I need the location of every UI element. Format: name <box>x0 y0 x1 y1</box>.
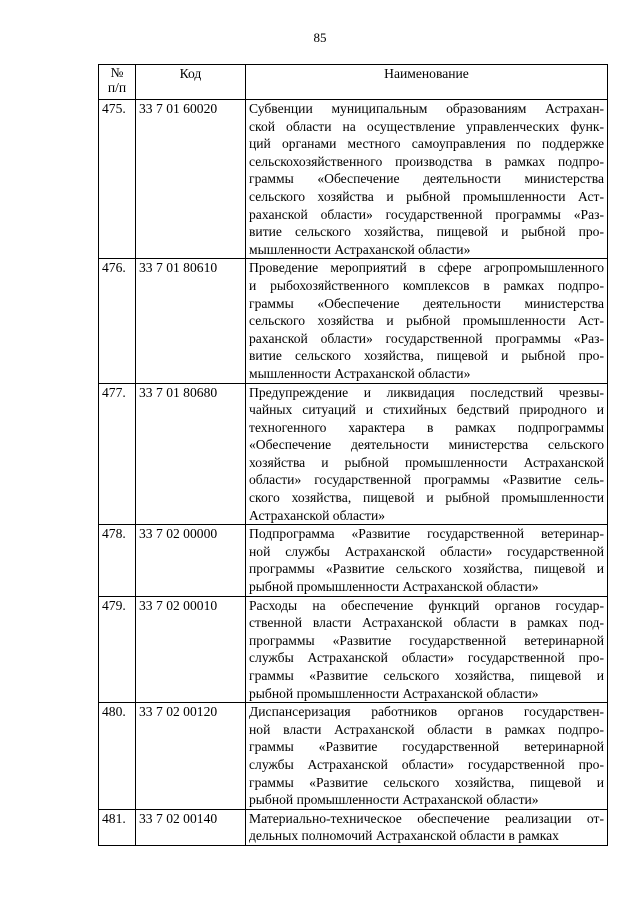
row-name-line: и рыбохозяйственного комплексов в рамках подпро- <box>249 277 604 293</box>
header-number-line1: № <box>110 65 124 80</box>
table-row <box>99 383 608 525</box>
budget-code-table <box>98 64 608 846</box>
row-name-line: граммы «Развитие государственной ветеринарной <box>249 739 604 755</box>
row-name-line: Подпрограмма «Развитие государственной ветеринар- <box>249 526 604 542</box>
row-code: 33 7 01 80680 <box>136 383 246 525</box>
row-name-line: граммы «Обеспечение деятельности министерства <box>249 295 604 311</box>
row-number: 478. <box>99 525 136 596</box>
table-header-row <box>99 65 608 100</box>
row-name-line: ной службы Астраханской области» государственной <box>249 543 604 559</box>
row-name-line: рыбной промышленности Астраханской области» <box>249 685 539 701</box>
row-code: 33 7 02 00000 <box>136 525 246 596</box>
row-name-line: программы «Развитие сельского хозяйства, пищевой и <box>249 561 604 577</box>
row-name-line: техногенного характера в рамках подпрограммы <box>249 419 604 435</box>
row-code: 33 7 02 00010 <box>136 596 246 703</box>
row-name <box>246 809 608 845</box>
row-name-line: граммы «Обеспечение деятельности министерства <box>249 171 604 187</box>
row-name-line: службы Астраханской области» государственной про- <box>249 650 604 666</box>
header-number <box>99 65 136 100</box>
row-name-line: сельскохозяйственного производства в рамках подпро- <box>249 153 604 169</box>
row-name-line: ций органами местного самоуправления по поддержке <box>249 136 604 152</box>
row-name <box>246 259 608 383</box>
row-number: 476. <box>99 259 136 383</box>
page-number: 85 <box>313 30 327 45</box>
row-number: 475. <box>99 100 136 259</box>
row-name-line: ной власти Астраханской области в рамках подпро- <box>249 721 604 737</box>
row-name <box>246 596 608 703</box>
row-name-line: рыбной промышленности Астраханской области» <box>249 579 539 595</box>
row-name <box>246 100 608 259</box>
row-name-line: программы «Развитие государственной ветеринарной <box>249 632 604 648</box>
row-name-line: Проведение мероприятий в сфере агропромышленного <box>249 260 604 276</box>
table-row <box>99 100 608 259</box>
row-name-line: граммы «Развитие сельского хозяйства, пищевой и <box>249 668 604 683</box>
row-code: 33 7 01 80610 <box>136 259 246 383</box>
row-name <box>246 525 608 596</box>
table-body <box>99 100 608 846</box>
header-code: Код <box>136 65 246 100</box>
row-name-line: ской области на осуществление управленческих функ- <box>249 118 604 134</box>
row-name-line: мышленности Астраханской области» <box>249 365 471 381</box>
row-code: 33 7 02 00140 <box>136 809 246 845</box>
row-name <box>246 703 608 810</box>
row-name-line: «Обеспечение деятельности министерства сельского <box>249 437 604 453</box>
row-name-line: Расходы на обеспечение функций органов государ- <box>249 597 604 613</box>
table-row <box>99 703 608 810</box>
row-name-line: сельского хозяйства и рыбной промышленности Аст- <box>249 313 604 329</box>
row-name-line: Диспансеризация работников органов государствен- <box>249 704 604 720</box>
row-name-line: Субвенции муниципальным образованиям Астрахан- <box>249 101 604 116</box>
row-code: 33 7 02 00120 <box>136 703 246 810</box>
row-name <box>246 383 608 525</box>
table-row <box>99 525 608 596</box>
row-name-line: витие сельского хозяйства, пищевой и рыбной про- <box>249 224 604 240</box>
row-number: 480. <box>99 703 136 810</box>
row-name-line: раханской области» государственной программы «Раз- <box>249 206 604 222</box>
row-number: 481. <box>99 809 136 845</box>
header-number-line2: п/п <box>107 80 127 95</box>
row-code: 33 7 01 60020 <box>136 100 246 259</box>
row-name-line: Материально-техническое обеспечение реализации от- <box>249 810 604 826</box>
table-row <box>99 809 608 845</box>
row-name-line: ственной власти Астраханской области в рамках под- <box>249 615 604 631</box>
header-name: Наименование <box>246 65 608 100</box>
row-name-line: службы Астраханской области» государственной про- <box>249 756 604 772</box>
row-number: 477. <box>99 383 136 525</box>
row-name-line: области» государственной программы «Развитие сель- <box>249 472 604 488</box>
row-name-line: сельского хозяйства и рыбной промышленности Аст- <box>249 188 604 204</box>
row-name-line: Астраханской области» <box>249 507 386 523</box>
row-name-line: ского хозяйства, пищевой и рыбной промышленности <box>249 490 604 506</box>
row-name-line: витие сельского хозяйства, пищевой и рыбной про- <box>249 348 604 364</box>
row-number: 479. <box>99 596 136 703</box>
row-name-line: граммы «Развитие сельского хозяйства, пищевой и <box>249 774 604 790</box>
row-name-line: хозяйства и рыбной промышленности Астраханской <box>249 454 604 470</box>
row-name-line: мышленности Астраханской области» <box>249 241 471 257</box>
row-name-line: раханской области» государственной программы «Раз- <box>249 330 604 346</box>
row-name-line: дельных полномочий Астраханской области в рамках <box>249 828 559 844</box>
row-name-line: Предупреждение и ликвидация последствий чрезвы- <box>249 384 604 400</box>
row-name-line: чайных ситуаций и стихийных бедствий природного и <box>249 402 604 418</box>
table-row <box>99 596 608 703</box>
table-row <box>99 259 608 383</box>
row-name-line: рыбной промышленности Астраханской области» <box>249 792 539 808</box>
